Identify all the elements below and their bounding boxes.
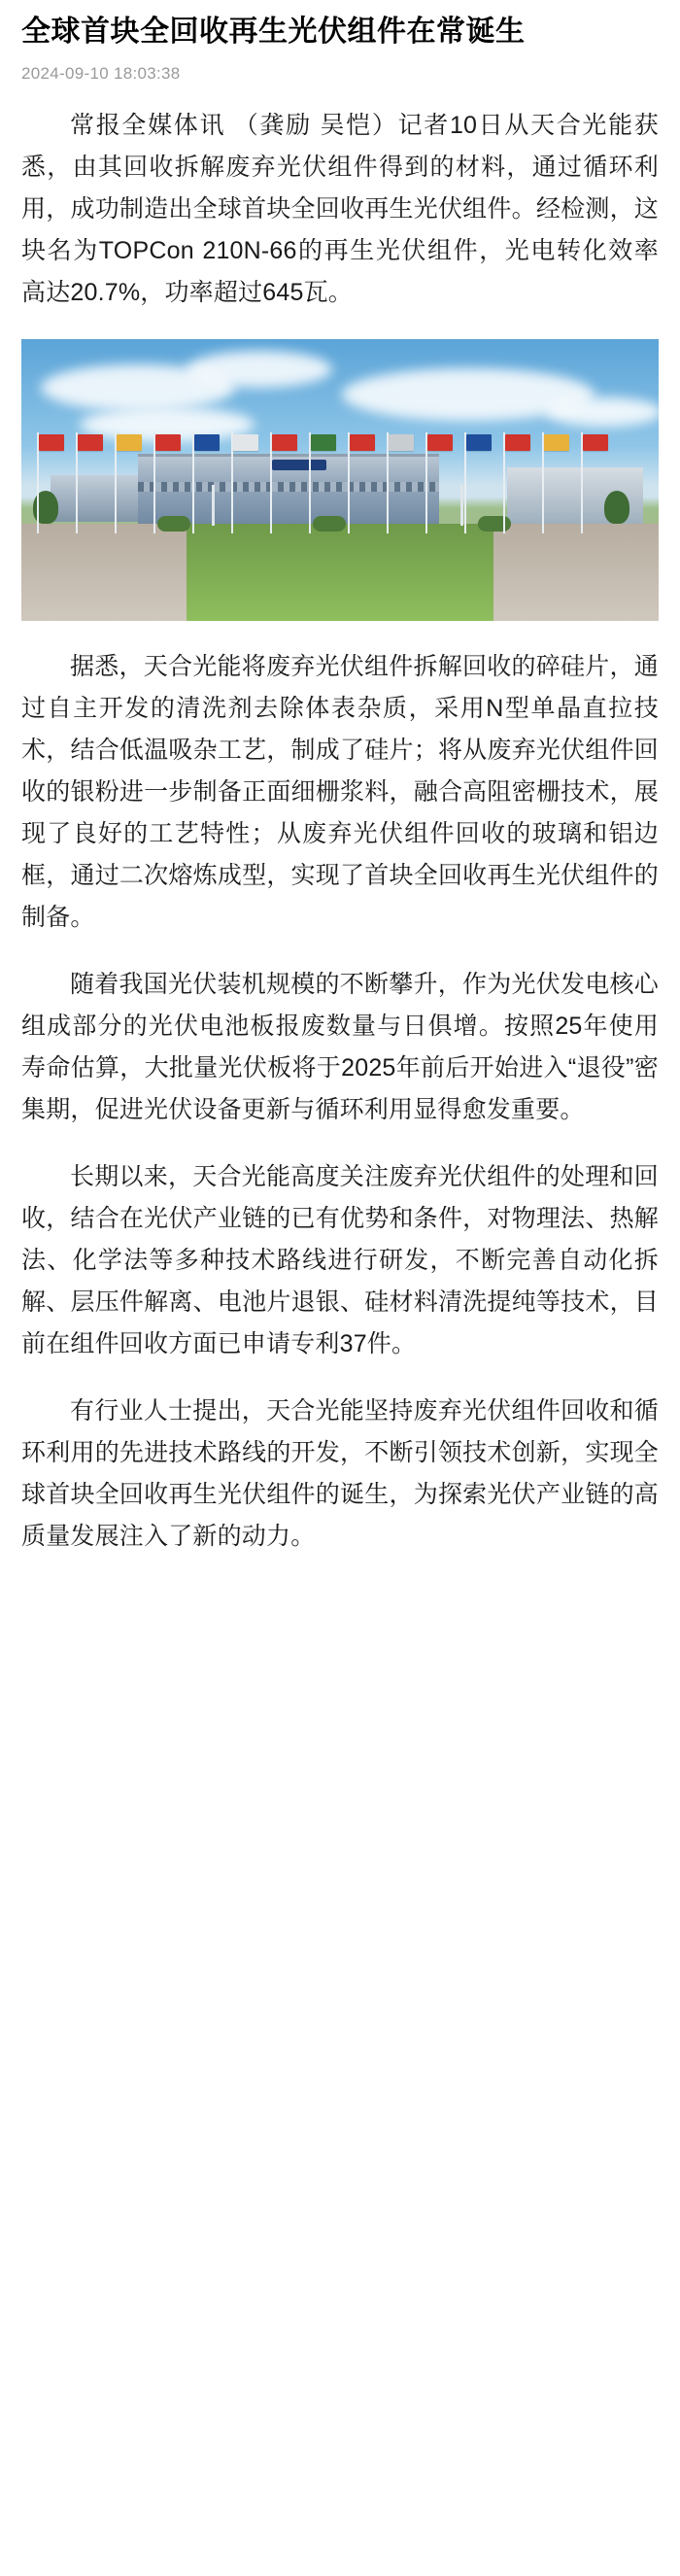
article-paragraph-5: 有行业人士提出，天合光能坚持废弃光伏组件回收和循环利用的先进技术路线的开发，不断引领技术创新，实现全球首块全回收再生光伏组件的诞生，为探索光伏产业链的高质量发展注入了新的动力。 (21, 1397, 659, 1551)
shrub (478, 516, 511, 532)
flag (194, 434, 220, 451)
flag (117, 434, 142, 451)
building-left-wing (51, 475, 144, 522)
flag (39, 434, 64, 451)
publish-timestamp: 2024-09-10 18:03:38 (21, 64, 181, 84)
shrub (313, 516, 346, 532)
article-paragraph-3: 随着我国光伏装机规模的不断攀升，作为光伏发电核心组成部分的光伏电池板报废数量与日俱增。按照25年使用寿命估算，大批量光伏板将于2025年前后开始进入“退役”密集期，促进光伏设备更新与循环利用显得愈发重要。 (21, 971, 659, 1124)
article-paragraph-2: 据悉，天合光能将废弃光伏组件拆解回收的碎硅片，通过自主开发的清洗剂去除体表杂质，采用N型单晶直拉技术，结合低温吸杂工艺，制成了硅片；将从废弃光伏组件回收的银粉进一步制备正面细栅浆料，融合高阻密栅技术，展现了良好的工艺特性；从废弃光伏组件回收的玻璃和铝边框，通过二次熔炼成型，实现了首块全回收再生光伏组件的制备。 (21, 653, 659, 932)
flag (427, 434, 453, 451)
tree (604, 491, 629, 524)
article-paragraph-1: 常报全媒体讯 （龚励 吴恺）记者10日从天合光能获悉，由其回收拆解废弃光伏组件得到的材料，通过循环利用，成功制造出全球首块全回收再生光伏组件。经检测，这块名为TOPCon 210N-66的再生光伏组件，光电转化效率高达20.7%，功率超过645瓦。 (21, 112, 659, 307)
shrub (157, 516, 190, 532)
flag (233, 434, 258, 451)
flag (389, 434, 414, 451)
cloud-shape (546, 397, 659, 427)
flag (272, 434, 297, 451)
page-title: 全球首块全回收再生光伏组件在常诞生 (21, 16, 526, 48)
article-photo (21, 339, 659, 621)
flag (583, 434, 608, 451)
flag (505, 434, 530, 451)
flag (78, 434, 103, 451)
article-figure (21, 339, 659, 621)
lawn (187, 524, 493, 621)
flag (155, 434, 181, 451)
flag (466, 434, 492, 451)
article-paragraph-4: 长期以来，天合光能高度关注废弃光伏组件的处理和回收，结合在光伏产业链的已有优势和条件，对物理法、热解法、化学法等多种技术路线进行研发，不断完善自动化拆解、层压件解离、电池片退银、硅材料清洗提纯等技术，目前在组件回收方面已申请专利37件。 (21, 1163, 659, 1358)
flag (350, 434, 375, 451)
flag (544, 434, 569, 451)
lamp-post (460, 485, 463, 526)
building-sign (272, 460, 326, 470)
lamp-post (212, 485, 215, 526)
flag (311, 434, 336, 451)
cloud-shape (187, 351, 332, 388)
